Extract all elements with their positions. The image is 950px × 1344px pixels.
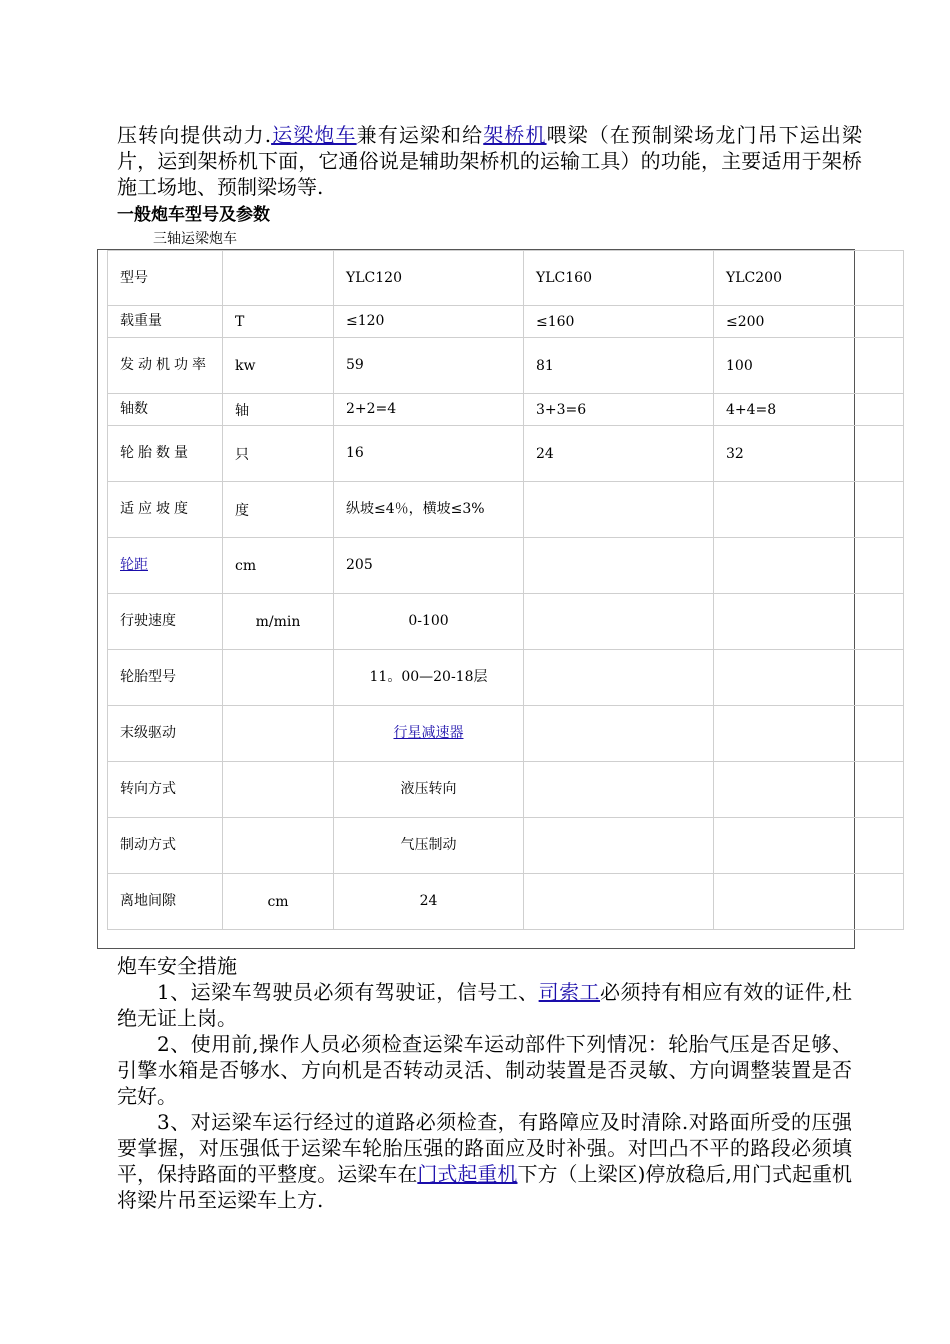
row-unit [223, 762, 334, 818]
cell-ylc200 [714, 762, 904, 818]
table-row [108, 482, 904, 538]
cell-ylc160 [524, 874, 714, 930]
row-unit: kw [223, 338, 334, 394]
cell-ylc200 [714, 874, 904, 930]
table-row [108, 762, 904, 818]
row-unit: cm [223, 538, 334, 594]
cell-ylc120: 0-100 [334, 594, 524, 650]
cell-ylc120: 2+2=4 [334, 394, 524, 426]
intro-text-3: 喂梁（在预制梁场龙门吊下运出梁片，运到架桥机下面，它通俗说是辅助架桥机的运输工具）的功能，主要适用于架桥施工场地、预制梁场等. [117, 123, 863, 199]
cell-ylc120: 24 [334, 874, 524, 930]
row-label: 离地间隙 [108, 874, 223, 930]
row-label: 适应坡度 [108, 482, 223, 538]
cell-ylc160: 3+3=6 [524, 394, 714, 426]
row-label: 转向方式 [108, 762, 223, 818]
cell-ylc120: 16 [334, 426, 524, 482]
row-unit: 只 [223, 426, 334, 482]
cell-ylc120: 59 [334, 338, 524, 394]
cell-ylc160 [524, 706, 714, 762]
cell-ylc160 [524, 650, 714, 706]
table-row [108, 338, 904, 394]
link-jiaqiaoji[interactable]: 架桥机 [483, 123, 547, 147]
cell-ylc120: 液压转向 [334, 762, 524, 818]
cell-ylc160 [524, 762, 714, 818]
row-label: 制动方式 [108, 818, 223, 874]
cell-ylc160 [524, 594, 714, 650]
link-menshi-qizhongji[interactable]: 门式起重机 [417, 1162, 518, 1186]
cell-ylc200 [714, 650, 904, 706]
row-unit [223, 650, 334, 706]
cell-ylc200: 32 [714, 426, 904, 482]
table-row [108, 706, 904, 762]
cell-ylc120: YLC120 [334, 251, 524, 306]
table-row [108, 538, 904, 594]
row-label: 末级驱动 [108, 706, 223, 762]
cell-ylc160 [524, 818, 714, 874]
row-unit: cm [223, 874, 334, 930]
cell-ylc120: 11。00—20-18层 [334, 650, 524, 706]
row-unit [223, 251, 334, 306]
row-unit: T [223, 306, 334, 338]
cell-ylc200 [714, 538, 904, 594]
cell-ylc160 [524, 538, 714, 594]
cell-ylc200: YLC200 [714, 251, 904, 306]
row-label: 载重量 [108, 306, 223, 338]
safety-p3-text-a: 3、对运梁车运行经过的道路必须检查，有路障应及时清除.对路面所受的压强要掌握，对压强低于运梁车轮胎压强的路面应及时补强。对凹凸不平的路段必须填平，保持路面的平整度。运梁车在 [117, 1110, 852, 1186]
table-row [108, 426, 904, 482]
row-unit: 轴 [223, 394, 334, 426]
row-unit: 度 [223, 482, 334, 538]
row-label: 型号 [108, 251, 223, 306]
link-lunju[interactable]: 轮距 [120, 557, 148, 573]
intro-paragraph [117, 122, 862, 200]
table-row [108, 306, 904, 338]
link-sisuogong[interactable]: 司索工 [538, 980, 601, 1004]
safety-paragraph-1 [117, 979, 852, 1031]
cell-ylc120: 纵坡≤4％，横坡≤3% [334, 482, 524, 538]
cell-ylc160: ≤160 [524, 306, 714, 338]
row-label-cell [108, 538, 223, 594]
table-row [108, 594, 904, 650]
cell-ylc200 [714, 818, 904, 874]
cell-ylc120: 205 [334, 538, 524, 594]
safety-paragraph-2: 2、使用前,操作人员必须检查运梁车运动部件下列情况：轮胎气压是否足够、引擎水箱是否够水、方向机是否转动灵活、制动装置是否灵敏、方向调整装置是否完好。 [117, 1032, 852, 1108]
cell-ylc160 [524, 482, 714, 538]
safety-paragraph-3 [117, 1109, 852, 1213]
cell-ylc120: 气压制动 [334, 818, 524, 874]
cell-ylc200 [714, 706, 904, 762]
intro-text-2: 兼有运梁和给 [356, 123, 484, 147]
row-label: 轮胎型号 [108, 650, 223, 706]
row-unit [223, 706, 334, 762]
safety-p1-text-b: 必须持有相应有效的证件,杜绝无证上岗。 [117, 980, 853, 1030]
cell-ylc200: ≤200 [714, 306, 904, 338]
table-row [108, 650, 904, 706]
table-row [108, 874, 904, 930]
cell-ylc200 [714, 482, 904, 538]
table-row [108, 394, 904, 426]
spec-table [107, 250, 904, 930]
safety-p1-text-a: 1、运梁车驾驶员必须有驾驶证，信号工、 [157, 980, 539, 1004]
intro-text-1: 压转向提供动力. [117, 123, 272, 147]
cell-ylc200: 4+4=8 [714, 394, 904, 426]
cell-ylc120-cell [334, 706, 524, 762]
row-label: 轴数 [108, 394, 223, 426]
link-yunliang-paoche[interactable]: 运梁炮车 [271, 123, 357, 147]
safety-section [117, 953, 852, 1213]
row-label: 发动机功率 [108, 338, 223, 394]
cell-ylc200: 100 [714, 338, 904, 394]
row-label: 轮胎数量 [108, 426, 223, 482]
row-unit [223, 818, 334, 874]
cell-ylc120: ≤120 [334, 306, 524, 338]
cell-ylc160: 81 [524, 338, 714, 394]
table-row [108, 818, 904, 874]
cell-ylc160: YLC160 [524, 251, 714, 306]
table-caption: 三轴运梁炮车 [153, 231, 237, 247]
cell-ylc160: 24 [524, 426, 714, 482]
safety-title: 炮车安全措施 [117, 954, 237, 978]
row-label: 行驶速度 [108, 594, 223, 650]
section-heading: 一般炮车型号及参数 [117, 205, 270, 225]
link-xingxing-jiansuqi[interactable]: 行星减速器 [393, 725, 464, 741]
safety-p3-text-b: 下方（上梁区)停放稳后,用门式起重机将梁片吊至运梁车上方. [117, 1162, 853, 1212]
cell-ylc200 [714, 594, 904, 650]
row-unit: m/min [223, 594, 334, 650]
table-row [108, 251, 904, 306]
